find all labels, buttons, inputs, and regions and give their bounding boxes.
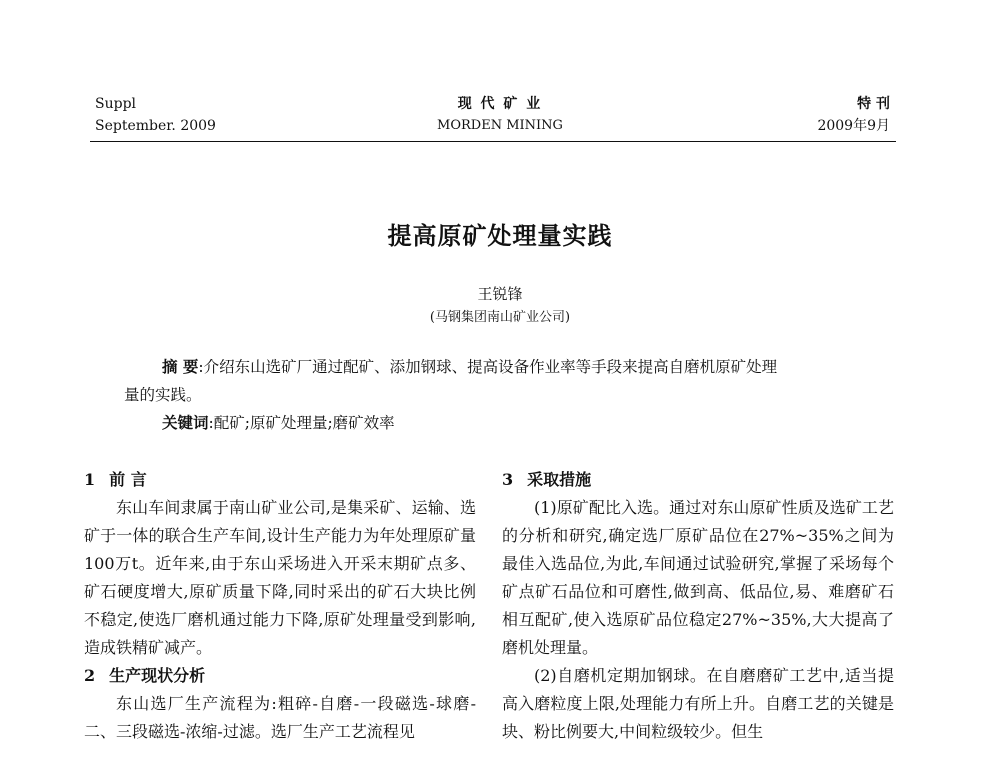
section-3-paragraph-2: (2)自磨机定期加钢球。在自磨磨矿工艺中,适当提高入磨粒度上限,处理能力有所上升。自磨工艺的关键是块、粉比例要大,中间粒级较少。但生 xyxy=(502,666,894,741)
left-column xyxy=(84,466,476,746)
abstract-line-2: 量的实践。 xyxy=(124,386,202,404)
abstract-label: 摘 要 xyxy=(162,357,199,376)
right-column xyxy=(502,466,894,746)
section-3-heading xyxy=(502,466,894,494)
keywords-line xyxy=(162,413,395,433)
abstract-line-1 xyxy=(162,357,777,377)
header-rule xyxy=(90,141,896,142)
section-3-number: 3 xyxy=(502,470,514,489)
section-3-paragraph-1: (1)原矿配比入选。通过对东山原矿性质及选矿工艺的分析和研究,确定选厂原矿品位在27%~35%之间为最佳入选品位,为此,车间通过试验研究,掌握了采场每个矿点矿石品位和可磨性,做到高、低品位,易、难磨矿石相互配矿,使入选原矿品位稳定27%~35%,大大提高了磨机处理量。 xyxy=(502,498,894,657)
special-issue-label: 特 刊 xyxy=(857,96,890,112)
abstract-text-1: :介绍东山选矿厂通过配矿、添加钢球、提高设备作业率等手段来提高自磨机原矿处理 xyxy=(198,358,778,376)
author-affiliation: (马钢集团南山矿业公司) xyxy=(429,310,571,325)
section-2-paragraph: 东山选厂生产流程为:粗碎-自磨-一段磁选-球磨-二、三段磁选-浓缩-过滤。选厂生产工艺流程见 xyxy=(84,694,476,741)
journal-name-en: MORDEN MINING xyxy=(437,118,563,133)
keywords-label: 关键词 xyxy=(162,413,209,432)
article-title: 提高原矿处理量实践 xyxy=(387,221,613,250)
journal-name-cn: 现 代 矿 业 xyxy=(457,96,543,112)
article-author: 王锐锋 xyxy=(477,285,523,303)
journal-issue-date-cn: 2009年9月 xyxy=(817,118,890,134)
section-2-heading xyxy=(84,662,476,690)
section-1-number: 1 xyxy=(84,470,96,489)
section-1-heading xyxy=(84,466,476,494)
section-3-title: 采取措施 xyxy=(527,470,592,489)
journal-issue-date-en: September. 2009 xyxy=(95,118,216,134)
keywords-text: :配矿;原矿处理量;磨矿效率 xyxy=(208,414,395,432)
section-2-number: 2 xyxy=(84,666,96,685)
section-1-title: 前 言 xyxy=(109,470,147,489)
section-1-paragraph: 东山车间隶属于南山矿业公司,是集采矿、运输、选矿于一体的联合生产车间,设计生产能力为年处理原矿量100万t。近年来,由于东山采场进入开采末期矿点多、矿石硬度增大,原矿质量下降,同时采出的矿石大块比例不稳定,使选厂磨机通过能力下降,原矿处理量受到影响,造成铁精矿减产。 xyxy=(84,498,476,657)
journal-suppl-label: Suppl xyxy=(95,96,137,112)
section-2-title: 生产现状分析 xyxy=(109,666,206,685)
